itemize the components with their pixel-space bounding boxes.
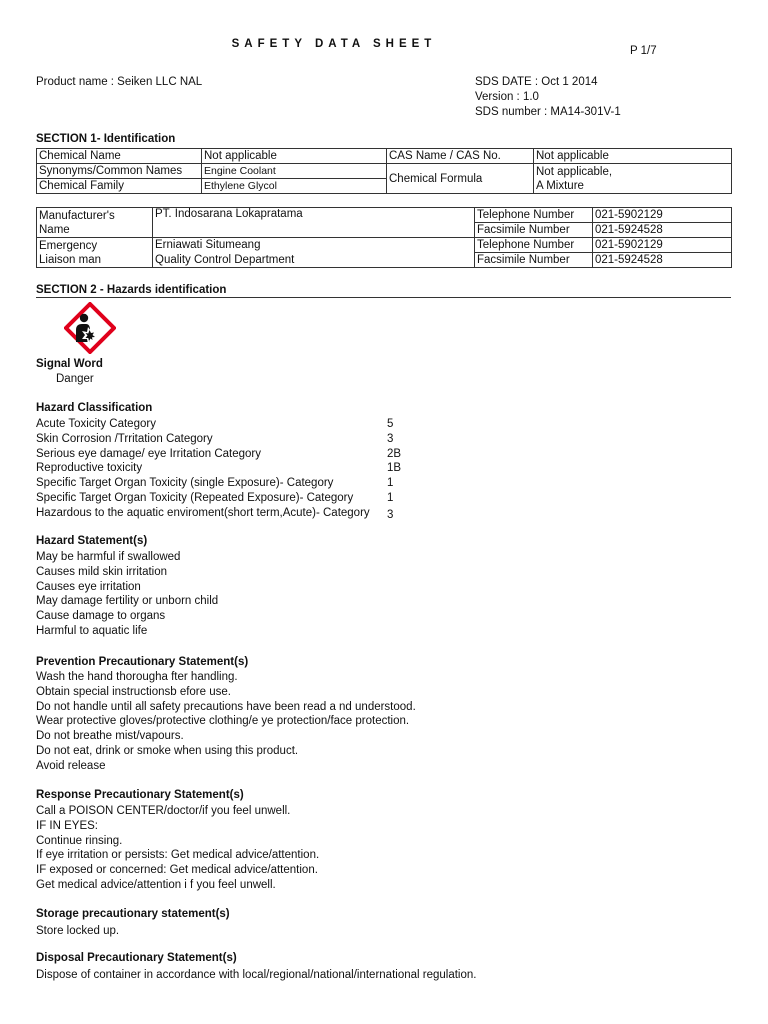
- product-name: Product name : Seiken LLC NAL: [36, 76, 203, 88]
- classification-name: Specific Target Organ Toxicity (single Exposure)- Category: [36, 477, 334, 490]
- chemical-family-value: Ethylene Glycol: [202, 179, 387, 194]
- list-item: IF IN EYES:: [36, 819, 98, 832]
- cas-value: Not applicable: [534, 149, 732, 164]
- document-title: SAFETY DATA SHEET: [231, 38, 437, 50]
- response-label: Response Precautionary Statement(s): [36, 789, 244, 801]
- facsimile-value: 021-5924528: [593, 223, 732, 238]
- list-item: Wash the hand thorougha fter handling.: [36, 671, 238, 683]
- formula-value-line2: A Mixture: [536, 179, 584, 192]
- manufacturer-label: [37, 208, 153, 238]
- classification-name: Specific Target Organ Toxicity (Repeated Exposure)- Category: [36, 491, 354, 504]
- storage-label: Storage precautionary statement(s): [36, 908, 230, 920]
- health-hazard-icon: [64, 302, 116, 354]
- classification-value: 1: [387, 477, 394, 490]
- list-item: [36, 491, 394, 506]
- manufacturer-value: PT. Indosarana Lokapratama: [153, 208, 475, 238]
- storage-list: [36, 924, 119, 939]
- list-item: [36, 432, 394, 447]
- sds-date: SDS DATE : Oct 1 2014: [475, 76, 598, 88]
- emergency-department: Quality Control Department: [153, 253, 475, 268]
- emergency-label-line2: Liaison man: [39, 253, 102, 266]
- list-item: Causes mild skin irritation: [36, 565, 168, 578]
- response-list: [36, 804, 319, 893]
- telephone-value-2: 021-5902129: [593, 238, 732, 253]
- list-item: Cause damage to organs: [36, 610, 166, 623]
- table-row: [37, 164, 732, 179]
- classification-name: Reproductive toxicity: [36, 462, 143, 475]
- emergency-name: Erniawati Situmeang: [153, 238, 475, 253]
- chemical-formula-value: [534, 164, 732, 194]
- list-item: [36, 417, 394, 432]
- list-item: [36, 506, 394, 521]
- list-item: Avoid release: [36, 759, 106, 772]
- classification-value: 2B: [387, 447, 402, 460]
- chemical-formula-label: Chemical Formula: [387, 164, 534, 194]
- list-item: If eye irritation or persists: Get medical advice/attention.: [36, 849, 320, 862]
- list-item: Causes eye irritation: [36, 580, 141, 593]
- hazard-statements-list: [36, 550, 218, 639]
- hazard-statements-label: Hazard Statement(s): [36, 535, 148, 547]
- synonyms-label: Synonyms/Common Names: [37, 164, 202, 179]
- chemical-name-label: Chemical Name: [37, 149, 202, 164]
- classification-value: 1: [387, 491, 394, 504]
- manufacturer-label-line1: Manufacturer's: [39, 209, 115, 222]
- synonyms-value: Engine Coolant: [202, 164, 387, 179]
- list-item: IF exposed or concerned: Get medical advice/attention.: [36, 864, 318, 877]
- section2-heading: SECTION 2 - Hazards identification: [36, 284, 227, 296]
- identification-table: [36, 148, 732, 194]
- list-item: Wear protective gloves/protective clothing/e ye protection/face protection.: [36, 715, 410, 728]
- section-divider: [36, 297, 731, 298]
- cas-label: CAS Name / CAS No.: [387, 149, 534, 164]
- classification-name: Skin Corrosion /Trritation Category: [36, 432, 213, 445]
- emergency-label-line1: Emergency: [39, 239, 98, 252]
- signal-word-label: Signal Word: [36, 358, 103, 370]
- table-row: [37, 208, 732, 223]
- facsimile-label-2: Facsimile Number: [475, 253, 593, 268]
- list-item: [36, 476, 394, 491]
- hazard-classification-list: [36, 417, 402, 521]
- disposal-list: [36, 968, 476, 983]
- classification-name: Serious eye damage/ eye Irritation Category: [36, 447, 262, 460]
- classification-value: 3: [387, 432, 394, 445]
- disposal-label: Disposal Precautionary Statement(s): [36, 952, 237, 964]
- classification-name: Hazardous to the aquatic enviroment(short term,Acute)- Category: [36, 506, 370, 519]
- list-item: Store locked up.: [36, 925, 120, 937]
- sds-number: SDS number : MA14-301V-1: [475, 106, 621, 118]
- list-item: Obtain special instructionsb efore use.: [36, 685, 231, 698]
- list-item: May damage fertility or unborn child: [36, 595, 219, 608]
- chemical-name-value: Not applicable: [202, 149, 387, 164]
- list-item: Call a POISON CENTER/doctor/if you feel unwell.: [36, 805, 291, 817]
- classification-value: 5: [387, 418, 394, 430]
- telephone-label: Telephone Number: [475, 208, 593, 223]
- list-item: [36, 461, 402, 476]
- telephone-value: 021-5902129: [593, 208, 732, 223]
- list-item: Harmful to aquatic life: [36, 624, 148, 637]
- classification-value: 1B: [387, 462, 402, 475]
- list-item: Continue rinsing.: [36, 834, 123, 847]
- classification-name: Acute Toxicity Category: [36, 418, 156, 430]
- telephone-label-2: Telephone Number: [475, 238, 593, 253]
- manufacturer-label-line2: Name: [39, 223, 70, 236]
- signal-word: Danger: [56, 373, 94, 385]
- emergency-label: [37, 238, 153, 268]
- classification-value: 3: [387, 508, 394, 521]
- facsimile-label: Facsimile Number: [475, 223, 593, 238]
- table-row: [37, 149, 732, 164]
- page-number: P 1/7: [630, 45, 657, 57]
- list-item: [36, 447, 402, 462]
- hazard-classification-label: Hazard Classification: [36, 402, 153, 414]
- list-item: May be harmful if swallowed: [36, 551, 181, 563]
- contact-table: [36, 207, 732, 268]
- table-row: [37, 238, 732, 253]
- formula-value-line1: Not applicable,: [536, 165, 613, 178]
- version: Version : 1.0: [475, 91, 539, 103]
- facsimile-value-2: 021-5924528: [593, 253, 732, 268]
- prevention-label: Prevention Precautionary Statement(s): [36, 656, 249, 668]
- list-item: Get medical advice/attention i f you feel unwell.: [36, 878, 276, 891]
- section1-heading: SECTION 1- Identification: [36, 133, 176, 145]
- list-item: Do not handle until all safety precautions have been read a nd understood.: [36, 700, 416, 713]
- list-item: Do not eat, drink or smoke when using this product.: [36, 744, 299, 757]
- prevention-list: [36, 670, 416, 774]
- chemical-family-label: Chemical Family: [37, 179, 202, 194]
- list-item: Do not breathe mist/vapours.: [36, 730, 184, 743]
- list-item: Dispose of container in accordance with local/regional/national/international regulation.: [36, 969, 477, 981]
